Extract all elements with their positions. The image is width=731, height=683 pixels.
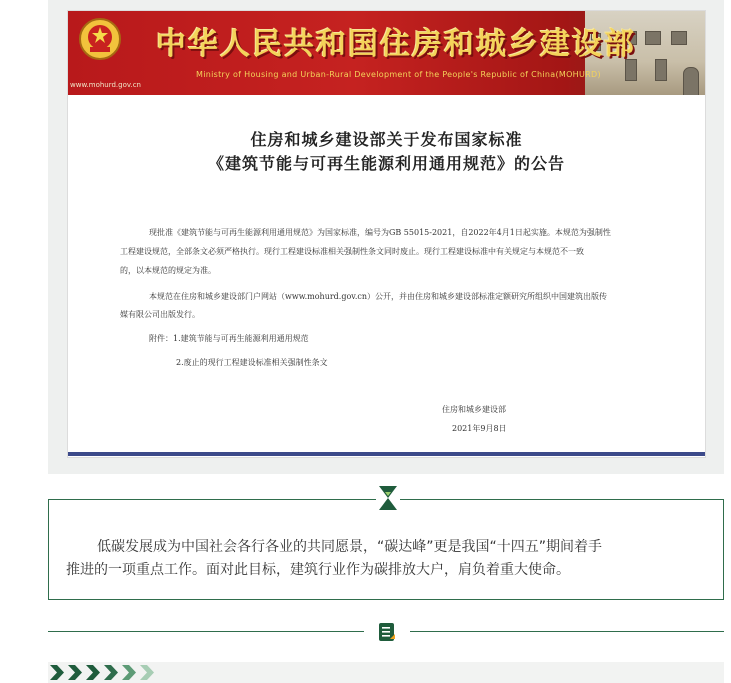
banner-url: www.mohurd.gov.cn (70, 81, 141, 89)
notice-paragraph-2-line1: 本规范在住房和城乡建设部门户网站（www.mohurd.gov.cn）公开，并由住房和城乡建设部标准定额研究所组织中国建筑出版传 (149, 292, 608, 301)
banner-subtitle: Ministry of Housing and Urban-Rural Development of the People's Republic of China(MOHURD) (196, 70, 601, 79)
building-window (645, 31, 661, 45)
notice-paragraph-2-line2: 媒有限公司出版发行。 (120, 310, 200, 319)
notice-heading-line2: 《建筑节能与可再生能源利用通用规范》的公告 (207, 154, 565, 173)
quote-box (48, 499, 724, 600)
notice-signer: 住房和城乡建设部 (442, 405, 506, 414)
building-window (655, 59, 667, 81)
notice-paragraph-1-line3: 的，以本规范的规定为准。 (120, 266, 216, 275)
building-door (683, 67, 699, 95)
hourglass-icon (376, 484, 400, 512)
banner-title: 中华人民共和国住房和城乡建设部 (156, 27, 636, 62)
document-icon (378, 622, 396, 642)
notice-heading-line1: 住房和城乡建设部关于发布国家标准 (250, 130, 523, 149)
quote-text-line2: 推进的一项重点工作。面对此目标，建筑行业作为碳排放大户，肩负着重大使命。 (66, 562, 570, 578)
divider-line-right (410, 631, 724, 632)
notice-attachment-1: 附件：1.建筑节能与可再生能源利用通用规范 (149, 334, 309, 343)
notice-attachment-2: 2.废止的现行工程建设标准相关强制性条文 (176, 358, 328, 367)
notice-paragraph-1-line1: 现批准《建筑节能与可再生能源利用通用规范》为国家标准，编号为GB 55015-2021，自2022年4月1日起实施。本规范为强制性 (149, 228, 611, 237)
ministry-banner (68, 11, 705, 95)
building-window (671, 31, 687, 45)
chevron-right-icon (48, 662, 158, 683)
divider-line-left (48, 631, 364, 632)
notice-image (68, 11, 705, 457)
quote-text-line1: 低碳发展成为中国社会各行各业的共同愿景，“碳达峰”更是我国“十四五”期间着手 (97, 539, 603, 555)
notice-paragraph-1-line2: 工程建设规范，全部条文必须严格执行。现行工程建设标准相关强制性条文同时废止。现行工程建设标准中有关规定与本规范不一致 (120, 247, 584, 256)
notice-date: 2021年9月8日 (452, 424, 507, 433)
notice-bottom-border (68, 452, 705, 456)
national-emblem-icon (78, 17, 122, 61)
